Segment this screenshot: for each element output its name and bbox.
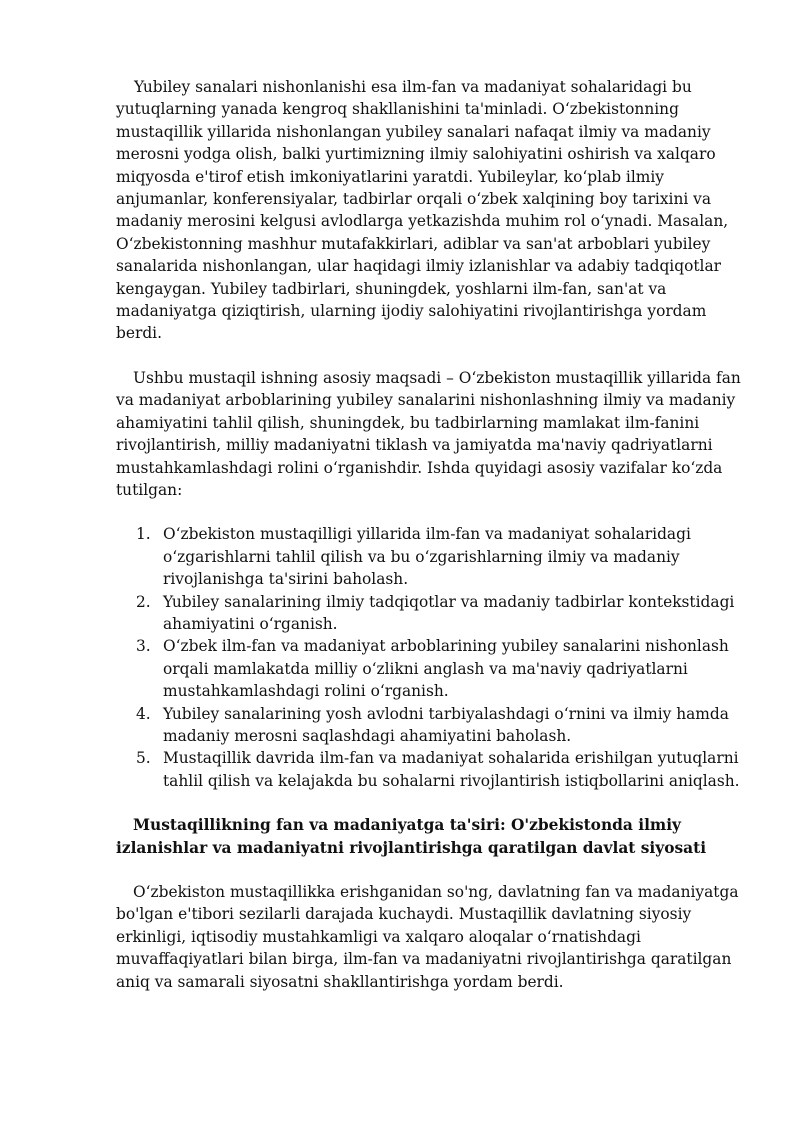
- document-page: [116, 76, 744, 993]
- list-item-text: Yubiley sanalarining ilmiy tadqiqotlar va madaniy tadbirlar kontekstidagi ahamiyatini oʻrganish.: [163, 592, 735, 633]
- list-number: 2.: [136, 592, 151, 611]
- paragraph-main-goal: Ushbu mustaqil ishning asosiy maqsadi – Oʻzbekiston mustaqillik yillarida fan va madaniyat arboblarining yubiley sanalarini nishonlashning ilmiy va madaniy ahamiyatini tahlil qilish, shuningdek, bu tadbirlarning mamlakat ilm-fanini rivojlantirish, milliy madaniyatni tiklash va jamiyatda ma'naviy qadriyatlarni mustahkamlashdagi rolini oʻrganishdir. Ishda quyidagi asosiy vazifalar koʻzda tutilgan:: [116, 368, 741, 499]
- list-number: 1.: [136, 525, 151, 544]
- list-item-text: Oʻzbek ilm-fan va madaniyat arboblarining yubiley sanalarini nishonlash orqali mamlakatda milliy oʻzlikni anglash va ma'naviy qadriyatlarni mustahkamlashdagi rolini oʻrganish.: [163, 637, 729, 701]
- paragraph-independence-policy: O‘zbekiston mustaqillikka erishganidan so'ng, davlatning fan va madaniyatga bo'lgan e'tibori sezilarli darajada kuchaydi. Mustaqillik davlatning siyosiy erkinligi, iqtisodiy mustahkamligi va xalqaro aloqalar o‘rnatishdagi muvaffaqiyatlari bilan birga, ilm-fan va madaniyatni rivojlantirishga qaratilgan aniq va samarali siyosatni shakllantirishga yordam berdi.: [116, 883, 739, 991]
- list-item: [116, 747, 744, 792]
- list-item-text: Oʻzbekiston mustaqilligi yillarida ilm-fan va madaniyat sohalaridagi oʻzgarishlarni tahlil qilish va bu oʻzgarishlarning ilmiy va madaniy rivojlanishga ta'sirini baholash.: [163, 525, 691, 589]
- list-item: [116, 635, 744, 702]
- list-number: 3.: [136, 637, 151, 656]
- list-item-text: Yubiley sanalarining yosh avlodni tarbiyalashdagi oʻrnini va ilmiy hamda madaniy merosni saqlashdagi ahamiyatini baholash.: [163, 704, 729, 745]
- list-item: [116, 703, 744, 748]
- section-heading: Mustaqillikning fan va madaniyatga ta'siri: O'zbekistonda ilmiy izlanishlar va madaniyatni rivojlantirishga qaratilgan davlat siyosati: [116, 816, 707, 857]
- list-item: [116, 591, 744, 636]
- list-item: [116, 523, 744, 590]
- paragraph-jubilee-achievements: Yubiley sanalari nishonlanishi esa ilm-fan va madaniyat sohalaridagi bu yutuqlarning yanada kengroq shakllanishini ta'minladi. O‘zbekistonning mustaqillik yillarida nishonlangan yubiley sanalari nafaqat ilmiy va madaniy merosni yodga olish, balki yurtimizning ilmiy salohiyatini oshirish va xalqaro miqyosda e'tirof etish imkoniyatlarini yaratdi. Yubileylar, koʻplab ilmiy anjumanlar, konferensiyalar, tadbirlar orqali oʻzbek xalqining boy tarixini va madaniy merosini kelgusi avlodlarga yetkazishda muhim rol oʻynadi. Masalan, Oʻzbekistonning mashhur mutafakkirlari, adiblar va san'at arboblari yubiley sanalarida nishonlangan, ular haqidagi ilmiy izlanishlar va adabiy tadqiqotlar kengaygan. Yubiley tadbirlari, shuningdek, yoshlarni ilm-fan, san'at va madaniyatga qiziqtirish, ularning ijodiy salohiyatini rivojlantirishga yordam berdi.: [116, 78, 729, 343]
- tasks-list: [116, 523, 744, 792]
- list-number: 5.: [136, 749, 151, 768]
- list-item-text: Mustaqillik davrida ilm-fan va madaniyat sohalarida erishilgan yutuqlarni tahlil qilish va kelajakda bu sohalarni rivojlantirish istiqbollarini aniqlash.: [163, 749, 740, 790]
- list-number: 4.: [136, 704, 151, 723]
